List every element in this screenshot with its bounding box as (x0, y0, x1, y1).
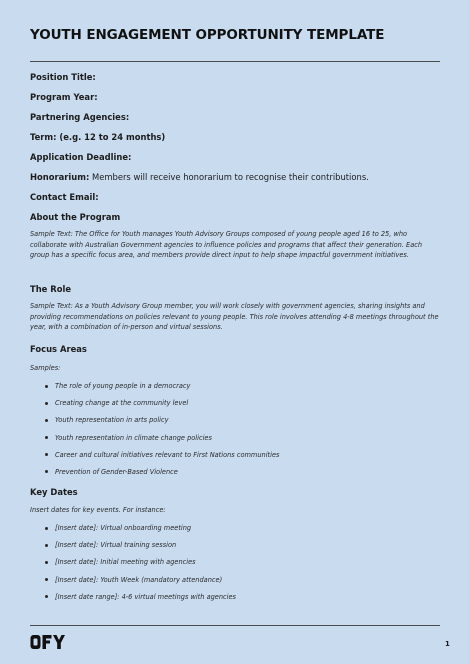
field-application-deadline (30, 152, 131, 162)
section-heading-focus: Focus Areas (30, 344, 87, 354)
section-heading-key-dates: Key Dates (30, 487, 78, 497)
focus-intro: Samples: (30, 364, 61, 372)
field-program-year (30, 92, 98, 102)
field-label: Program Year: (30, 92, 98, 102)
field-label: Term: (e.g. 12 to 24 months) (30, 132, 166, 142)
field-label: Honorarium: (30, 172, 90, 182)
about-paragraph: Sample Text: The Office for Youth manages Youth Advisory Groups composed of young people aged 16 to 25, who collaborate with Australian Government agencies to influence policies and programs that affect their generation. Each group has a specific focus area, and members provide direct input to help shape impactful government initiatives. (30, 230, 423, 260)
list-item: [Insert date]: Youth Week (mandatory attendance) (42, 575, 236, 592)
field-label: Position Title: (30, 72, 96, 82)
list-item: The role of young people in a democracy (42, 381, 279, 398)
list-item: [Insert date range]: 4-6 virtual meetings with agencies (42, 592, 236, 609)
field-position-title (30, 72, 96, 82)
list-item: [Insert date]: Initial meeting with agencies (42, 557, 236, 574)
field-term (30, 132, 165, 142)
field-partnering-agencies (30, 112, 129, 122)
list-item: Career and cultural initiatives relevant to First Nations communities (42, 450, 279, 467)
list-item: Prevention of Gender-Based Violence (42, 467, 279, 484)
field-value: Members will receive honorarium to recognise their contributions. (89, 172, 369, 182)
field-label: Contact Email: (30, 192, 99, 202)
section-heading-about: About the Program (30, 212, 121, 222)
section-heading-role: The Role (30, 284, 72, 294)
page-number: 1 (445, 640, 450, 648)
list-item: Youth representation in climate change policies (42, 433, 279, 450)
dates-intro: Insert dates for key events. For instance: (30, 506, 166, 514)
list-item: Creating change at the community level (42, 398, 279, 415)
field-label: Application Deadline: (30, 152, 132, 162)
dates-list (42, 523, 236, 609)
list-item: Youth representation in arts policy (42, 415, 279, 432)
list-item: [Insert date]: Virtual onboarding meeting (42, 523, 236, 540)
list-item: [Insert date]: Virtual training session (42, 540, 236, 557)
role-paragraph: Sample Text: As a Youth Advisory Group member, you will work closely with government agencies, sharing insights and providing recommendations on policies relevant to young people. This role involves attending 4-8 meetings throughout the year, with a combination of in-person and virtual sessions. (30, 302, 439, 332)
ofy-logo (30, 634, 66, 650)
field-label: Partnering Agencies: (30, 112, 130, 122)
focus-list (42, 381, 279, 484)
field-contact-email (30, 192, 99, 202)
footer-divider (30, 625, 440, 626)
header-divider (30, 61, 440, 62)
page-title: YOUTH ENGAGEMENT OPPORTUNITY TEMPLATE (30, 27, 385, 43)
field-honorarium (30, 172, 369, 182)
